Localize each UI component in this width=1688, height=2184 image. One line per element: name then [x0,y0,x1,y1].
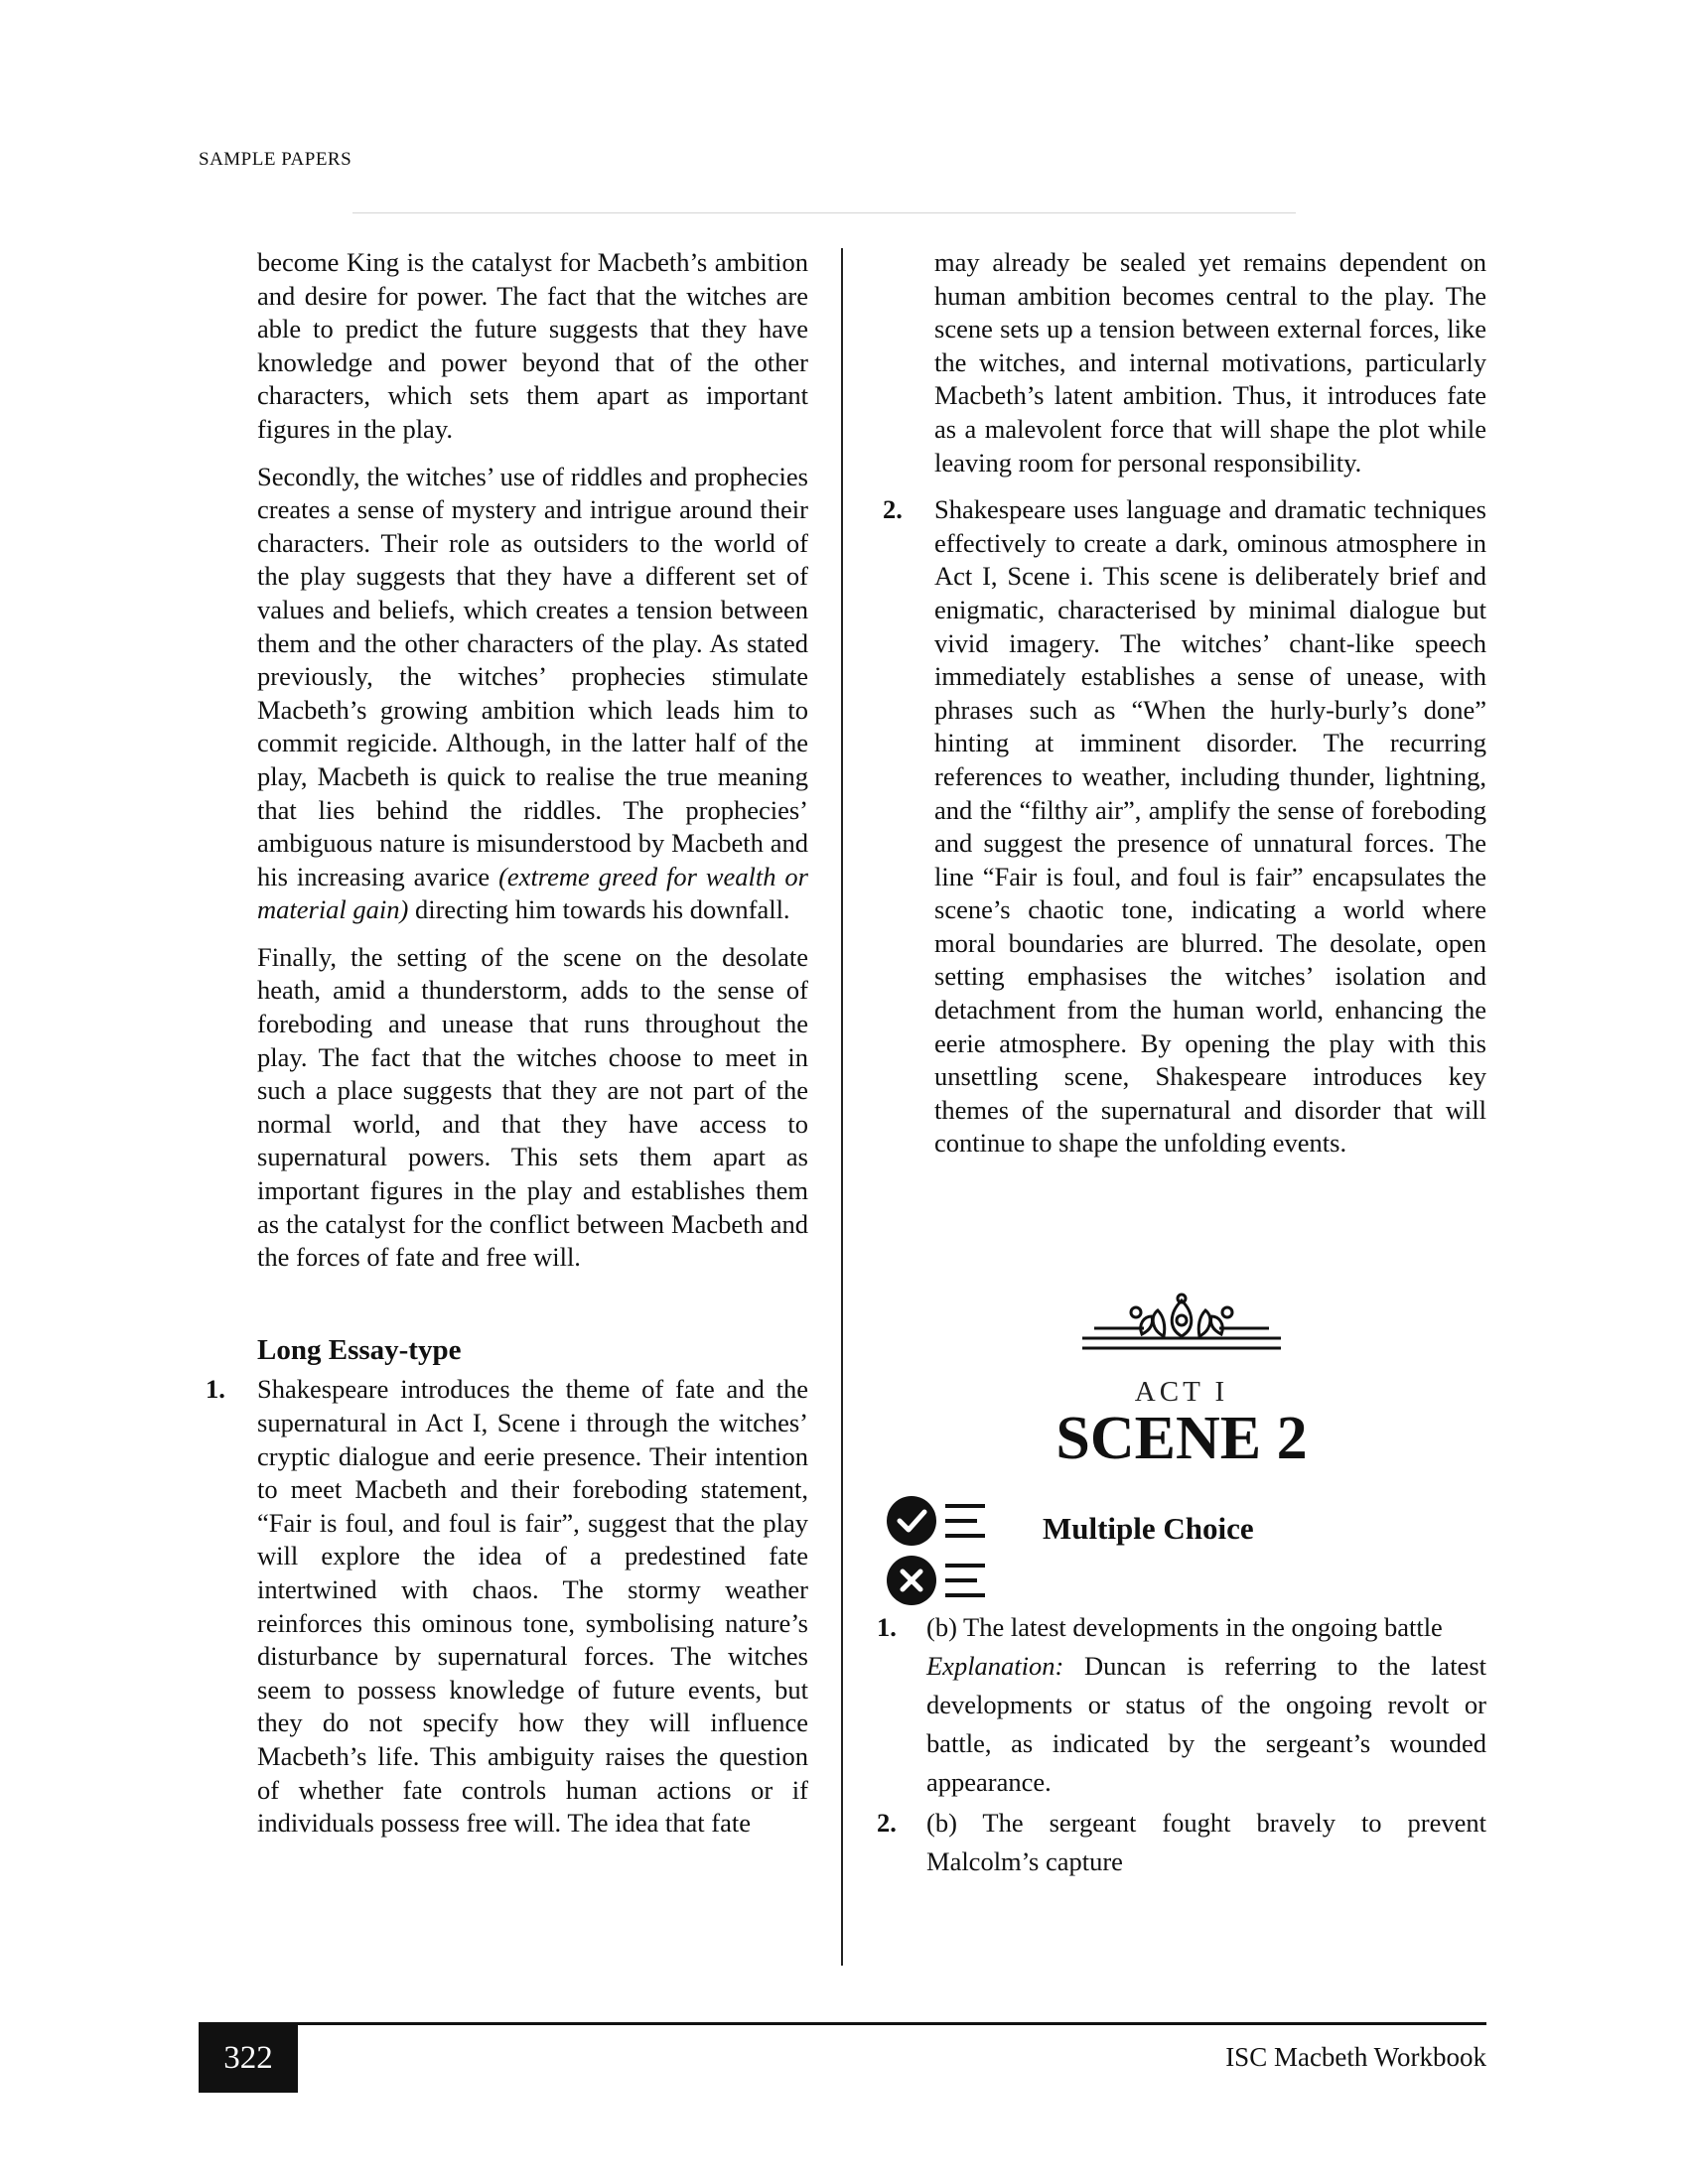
paragraph: may already be sealed yet remains dependent on human ambition becomes central to the play. The scene sets up a tension between external forces, like the witches, and internal motivations, particularly Macbeth’s latent ambition. Thus, it introduces fate as a malevolent force that will shape the plot while leaving room for personal responsibility. [934,247,1486,478]
left-column [206,246,808,1841]
section-title: Long Essay-type [257,1333,462,1366]
paragraph: Finally, the setting of the scene on the desolate heath, amid a thunderstorm, adds to the sense of foreboding and unease that runs throughout the play. The fact that the witches choose to meet in such a place suggests that they are not part of the normal world, and that they have access to supernatural powers. This sets them apart as important figures in the play and establishes them as the catalyst for the conflict between Macbeth and the forces of fate and free will. [257,941,808,1273]
scene-heading [993,1291,1370,1472]
paragraph: become King is the catalyst for Macbeth’s ambition and desire for power. The fact that the witches are able to predict the future suggests that they have knowledge and power beyond that of the other characters, which sets them apart as important figures in the play. [257,247,808,444]
check-list-icon [886,1494,995,1548]
list-item [883,493,1486,1160]
scene-title: SCENE 2 [1055,1405,1308,1472]
item-text: Shakespeare introduces the theme of fate and the supernatural in Act I, Scene i through the witches’ cryptic dialogue and eerie presence. Their intention to meet Macbeth and their foreboding statement, “Fair is foul, and foul is fair”, suggest that the play will explore the idea of a predestined fate intertwined with chaos. The stormy weather reinforces this ominous tone, symbolising nature’s disturbance by supernatural forces. The witches seem to possess knowledge of future events, but they do not specify how they will influence Macbeth’s life. This ambiguity raises the question of whether fate controls human actions or if individuals possess free will. The idea that fate [257,1374,808,1839]
mcq-answer-text: (b) The latest developments in the ongoing battle [926,1612,1443,1642]
running-head: SAMPLE PAPERS [199,149,352,170]
book-title: ISC Macbeth Workbook [1225,2042,1486,2072]
italic-gloss: (extreme greed for wealth or material gain) [257,861,808,925]
item-text: Shakespeare uses language and dramatic techniques effectively to create a dark, ominous atmosphere in Act I, Scene i. This scene is deliberately brief and enigmatic, characterised by minimal dialogue but vivid imagery. The witches’ chant-like speech immediately establishes a sense of unease, with phrases such as “When the hurly-burly’s done” hinting at imminent disorder. The recurring references to weather, including thunder, lightning, and the “filthy air”, amplify the sense of foreboding and suggest the presence of unnatural forces. The line “Fair is foul, and foul is fair” encapsulates the scene’s chaotic tone, indicating a world where moral boundaries are blurred. The desolate, open setting emphasises the witches’ isolation and detachment from the human world, enhancing the eerie atmosphere. By opening the play with this unsettling scene, Shakespeare introduces key themes of the supernatural and disorder that will continue to shape the unfolding events. [934,494,1486,1159]
item-number: 2. [877,1808,897,1838]
page-number: 322 [199,2023,298,2093]
act-label: ACT I [1134,1376,1229,1408]
footer-rule [199,2022,1486,2025]
mcq-section-title: Multiple Choice [1043,1511,1254,1546]
explanation-label: Explanation: [926,1651,1064,1681]
mcq-answer-item [877,1804,1486,1881]
list-item [206,1373,808,1840]
item-number: 1. [206,1374,225,1405]
mcq-explanation: Explanation: Duncan is referring to the latest developments or status of the ongoing revolt or battle, as indicated by the sergeant’s wounded appearance. [926,1651,1486,1797]
header-rule [352,212,1296,213]
cross-list-icon [886,1554,995,1607]
mcq-answer-text: (b) The sergeant fought bravely to prevent Malcolm’s capture [926,1808,1486,1876]
mcq-answer-item [877,1608,1486,1802]
column-divider [841,248,843,1966]
crown-ornament-icon [1072,1291,1291,1370]
right-column [883,246,1486,1160]
mcq-answer-list [877,1608,1486,1883]
paragraph: Secondly, the witches’ use of riddles and prophecies creates a sense of mystery and intrigue around their characters. Their role as outsiders to the world of the play suggests that they have a different set of values and beliefs, which creates a tension between them and the other characters of the play. As stated previously, the witches’ prophecies stimulate Macbeth’s growing ambition which leads him to commit regicide. Although, in the latter half of the play, Macbeth is quick to realise the true meaning that lies behind the riddles. The prophecies’ ambiguous nature is misunderstood by Macbeth and his increasing avarice (extreme greed for wealth or material gain) directing him towards his downfall. [257,461,808,925]
item-number: 2. [883,494,903,525]
item-number: 1. [877,1612,897,1642]
